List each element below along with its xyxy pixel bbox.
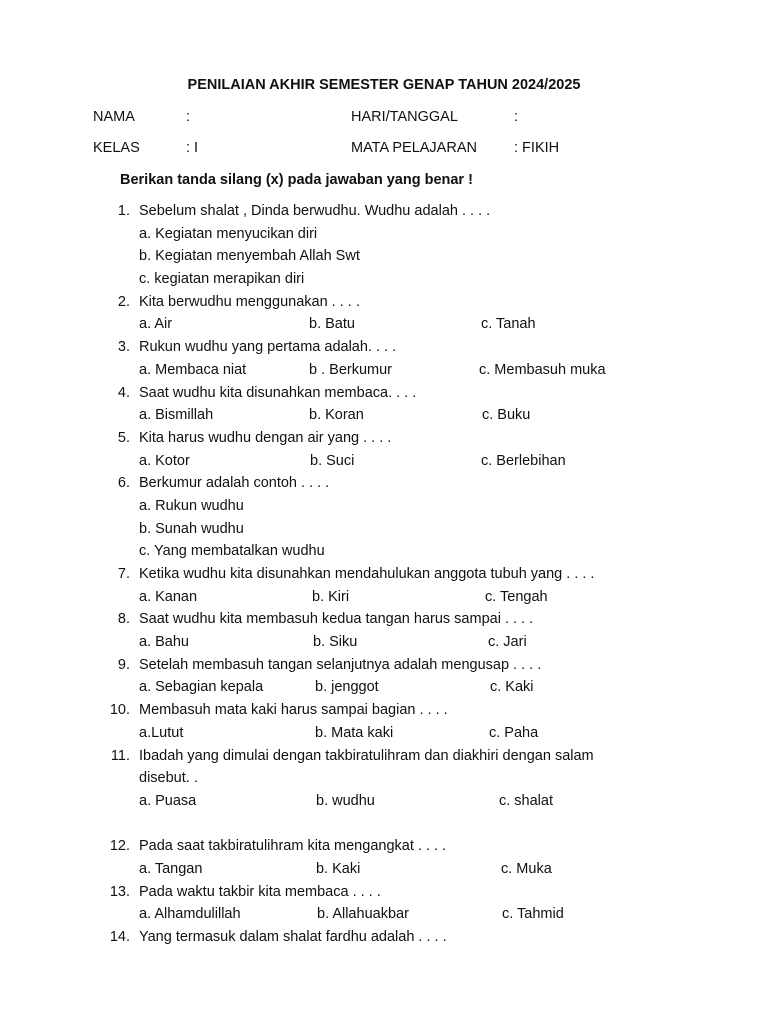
page-title: PENILAIAN AKHIR SEMESTER GENAP TAHUN 2024/2025	[187, 77, 581, 93]
option-b[interactable]: b. Mata kaki	[315, 724, 394, 741]
option-c[interactable]: c. shalat	[499, 792, 553, 809]
question-number: 8.	[117, 611, 130, 628]
option-a[interactable]: a. Membaca niat	[139, 361, 247, 378]
option-row	[0, 268, 768, 291]
question-5	[0, 427, 768, 450]
question-number: 14.	[109, 929, 130, 945]
option-c[interactable]: c. Buku	[482, 407, 531, 424]
option-a[interactable]: a. Rukun wudhu	[139, 497, 244, 514]
question-text: Kita harus wudhu dengan air yang . . . .	[139, 429, 392, 446]
question-text: Kita berwudhu menggunakan . . . .	[139, 293, 360, 310]
option-c[interactable]: c. Tengah	[485, 588, 548, 605]
question-number: 10.	[109, 702, 130, 719]
option-b[interactable]: b. jenggot	[315, 679, 379, 696]
question-3	[0, 336, 768, 359]
question-text: Pada waktu takbir kita membaca . . . .	[139, 883, 381, 900]
option-b[interactable]: b. Kaki	[316, 860, 361, 877]
option-row	[0, 586, 768, 609]
hari-tanggal-label: HARI/TANGGAL	[351, 109, 458, 125]
option-row	[0, 858, 768, 881]
question-text: Pada saat takbiratulihram kita mengangkat . . . .	[139, 838, 447, 855]
question-text: Sebelum shalat , Dinda berwudhu. Wudhu adalah . . . .	[139, 203, 491, 219]
question-text: Rukun wudhu yang pertama adalah. . . .	[139, 339, 397, 356]
hari-tanggal-colon: :	[514, 109, 519, 125]
question-6	[0, 472, 768, 495]
kelas-label: KELAS	[93, 140, 140, 156]
option-a[interactable]: a. Air	[139, 316, 173, 333]
question-number: 6.	[117, 475, 130, 492]
nama-label: NAMA	[93, 109, 135, 125]
option-c[interactable]: c. Paha	[489, 724, 539, 741]
question-number: 7.	[117, 566, 130, 582]
question-text: Berkumur adalah contoh . . . .	[139, 475, 330, 492]
option-row	[0, 790, 768, 813]
question-8	[0, 608, 768, 631]
option-row	[0, 631, 768, 654]
option-c[interactable]: c. Tanah	[481, 316, 536, 333]
option-a[interactable]: a. Bismillah	[139, 407, 214, 424]
question-number: 2.	[117, 293, 130, 310]
question-text: Yang termasuk dalam shalat fardhu adalah . . . .	[139, 929, 447, 945]
question-13	[0, 881, 768, 904]
question-number: 4.	[117, 384, 130, 401]
question-number: 9.	[117, 656, 130, 673]
option-b[interactable]: b . Berkumur	[309, 361, 392, 378]
option-row	[0, 223, 768, 246]
spacer	[0, 813, 768, 836]
option-b[interactable]: b. Allahuakbar	[317, 906, 409, 923]
option-b[interactable]: b. Koran	[309, 407, 364, 424]
question-11	[0, 745, 768, 768]
option-c[interactable]: c. Membasuh muka	[479, 361, 606, 378]
question-number: 1.	[117, 203, 130, 219]
option-a[interactable]: a. Kotor	[139, 452, 190, 469]
mata-pelajaran-value: : FIKIH	[514, 140, 560, 156]
option-row	[0, 722, 768, 745]
option-a[interactable]: a. Bahu	[139, 634, 189, 651]
question-10	[0, 699, 768, 722]
instruction: Berikan tanda silang (x) pada jawaban yang benar !	[120, 172, 473, 188]
option-b[interactable]: b. Siku	[313, 634, 358, 651]
option-a[interactable]: a. Alhamdulillah	[139, 906, 241, 923]
option-b[interactable]: b. Kegiatan menyembah Allah Swt	[139, 248, 360, 265]
option-b[interactable]: b. Suci	[310, 452, 355, 469]
option-a[interactable]: a. Kanan	[139, 588, 198, 605]
option-a[interactable]: a. Sebagian kepala	[139, 679, 264, 696]
question-text: Saat wudhu kita disunahkan membaca. . . .	[139, 384, 417, 401]
question-text: Membasuh mata kaki harus sampai bagian . . . .	[139, 702, 448, 719]
option-row	[0, 245, 768, 268]
option-b[interactable]: b. Batu	[309, 316, 355, 333]
question-12	[0, 835, 768, 858]
kelas-value: : I	[186, 140, 199, 156]
option-row	[0, 903, 768, 926]
question-number: 11.	[110, 747, 130, 764]
option-b[interactable]: b. Sunah wudhu	[139, 520, 244, 537]
option-c[interactable]: c. Muka	[501, 860, 552, 877]
question-14	[0, 926, 768, 949]
option-a[interactable]: a.Lutut	[139, 724, 184, 741]
question-text: Saat wudhu kita membasuh kedua tangan harus sampai . . . .	[139, 611, 534, 628]
question-number: 3.	[117, 339, 130, 356]
question-1	[0, 200, 768, 223]
option-b[interactable]: b. wudhu	[316, 792, 375, 809]
question-4	[0, 382, 768, 405]
question-text: Setelah membasuh tangan selanjutnya adalah mengusap . . . .	[139, 656, 542, 673]
question-2	[0, 291, 768, 314]
question-7	[0, 563, 768, 586]
question-11-continued	[0, 767, 768, 790]
option-row	[0, 676, 768, 699]
option-row	[0, 404, 768, 427]
option-row	[0, 359, 768, 382]
option-row	[0, 450, 768, 473]
option-c[interactable]: c. kegiatan merapikan diri	[139, 271, 305, 288]
question-list	[0, 200, 768, 949]
option-a[interactable]: a. Kegiatan menyucikan diri	[139, 225, 318, 242]
question-text-continued: disebut. .	[139, 770, 198, 787]
mata-pelajaran-label: MATA PELAJARAN	[351, 140, 477, 156]
question-text: Ibadah yang dimulai dengan takbiratulihram dan diakhiri dengan salam	[139, 747, 594, 764]
option-row	[0, 540, 768, 563]
question-number: 12.	[109, 838, 130, 855]
option-a[interactable]: a. Tangan	[139, 860, 203, 877]
option-c[interactable]: c. Tahmid	[502, 906, 564, 923]
question-number: 5.	[117, 429, 130, 446]
nama-colon: :	[186, 109, 191, 125]
option-b[interactable]: b. Kiri	[312, 588, 350, 605]
question-text: Ketika wudhu kita disunahkan mendahulukan anggota tubuh yang . . . .	[139, 566, 595, 582]
option-row	[0, 495, 768, 518]
option-c[interactable]: c. Berlebihan	[481, 452, 566, 469]
question-number: 13.	[109, 883, 130, 900]
option-c[interactable]: c. Jari	[488, 634, 527, 651]
option-a[interactable]: a. Puasa	[139, 792, 197, 809]
option-c[interactable]: c. Yang membatalkan wudhu	[139, 543, 325, 560]
question-9	[0, 654, 768, 677]
option-row	[0, 518, 768, 541]
option-row	[0, 313, 768, 336]
option-c[interactable]: c. Kaki	[490, 679, 534, 696]
